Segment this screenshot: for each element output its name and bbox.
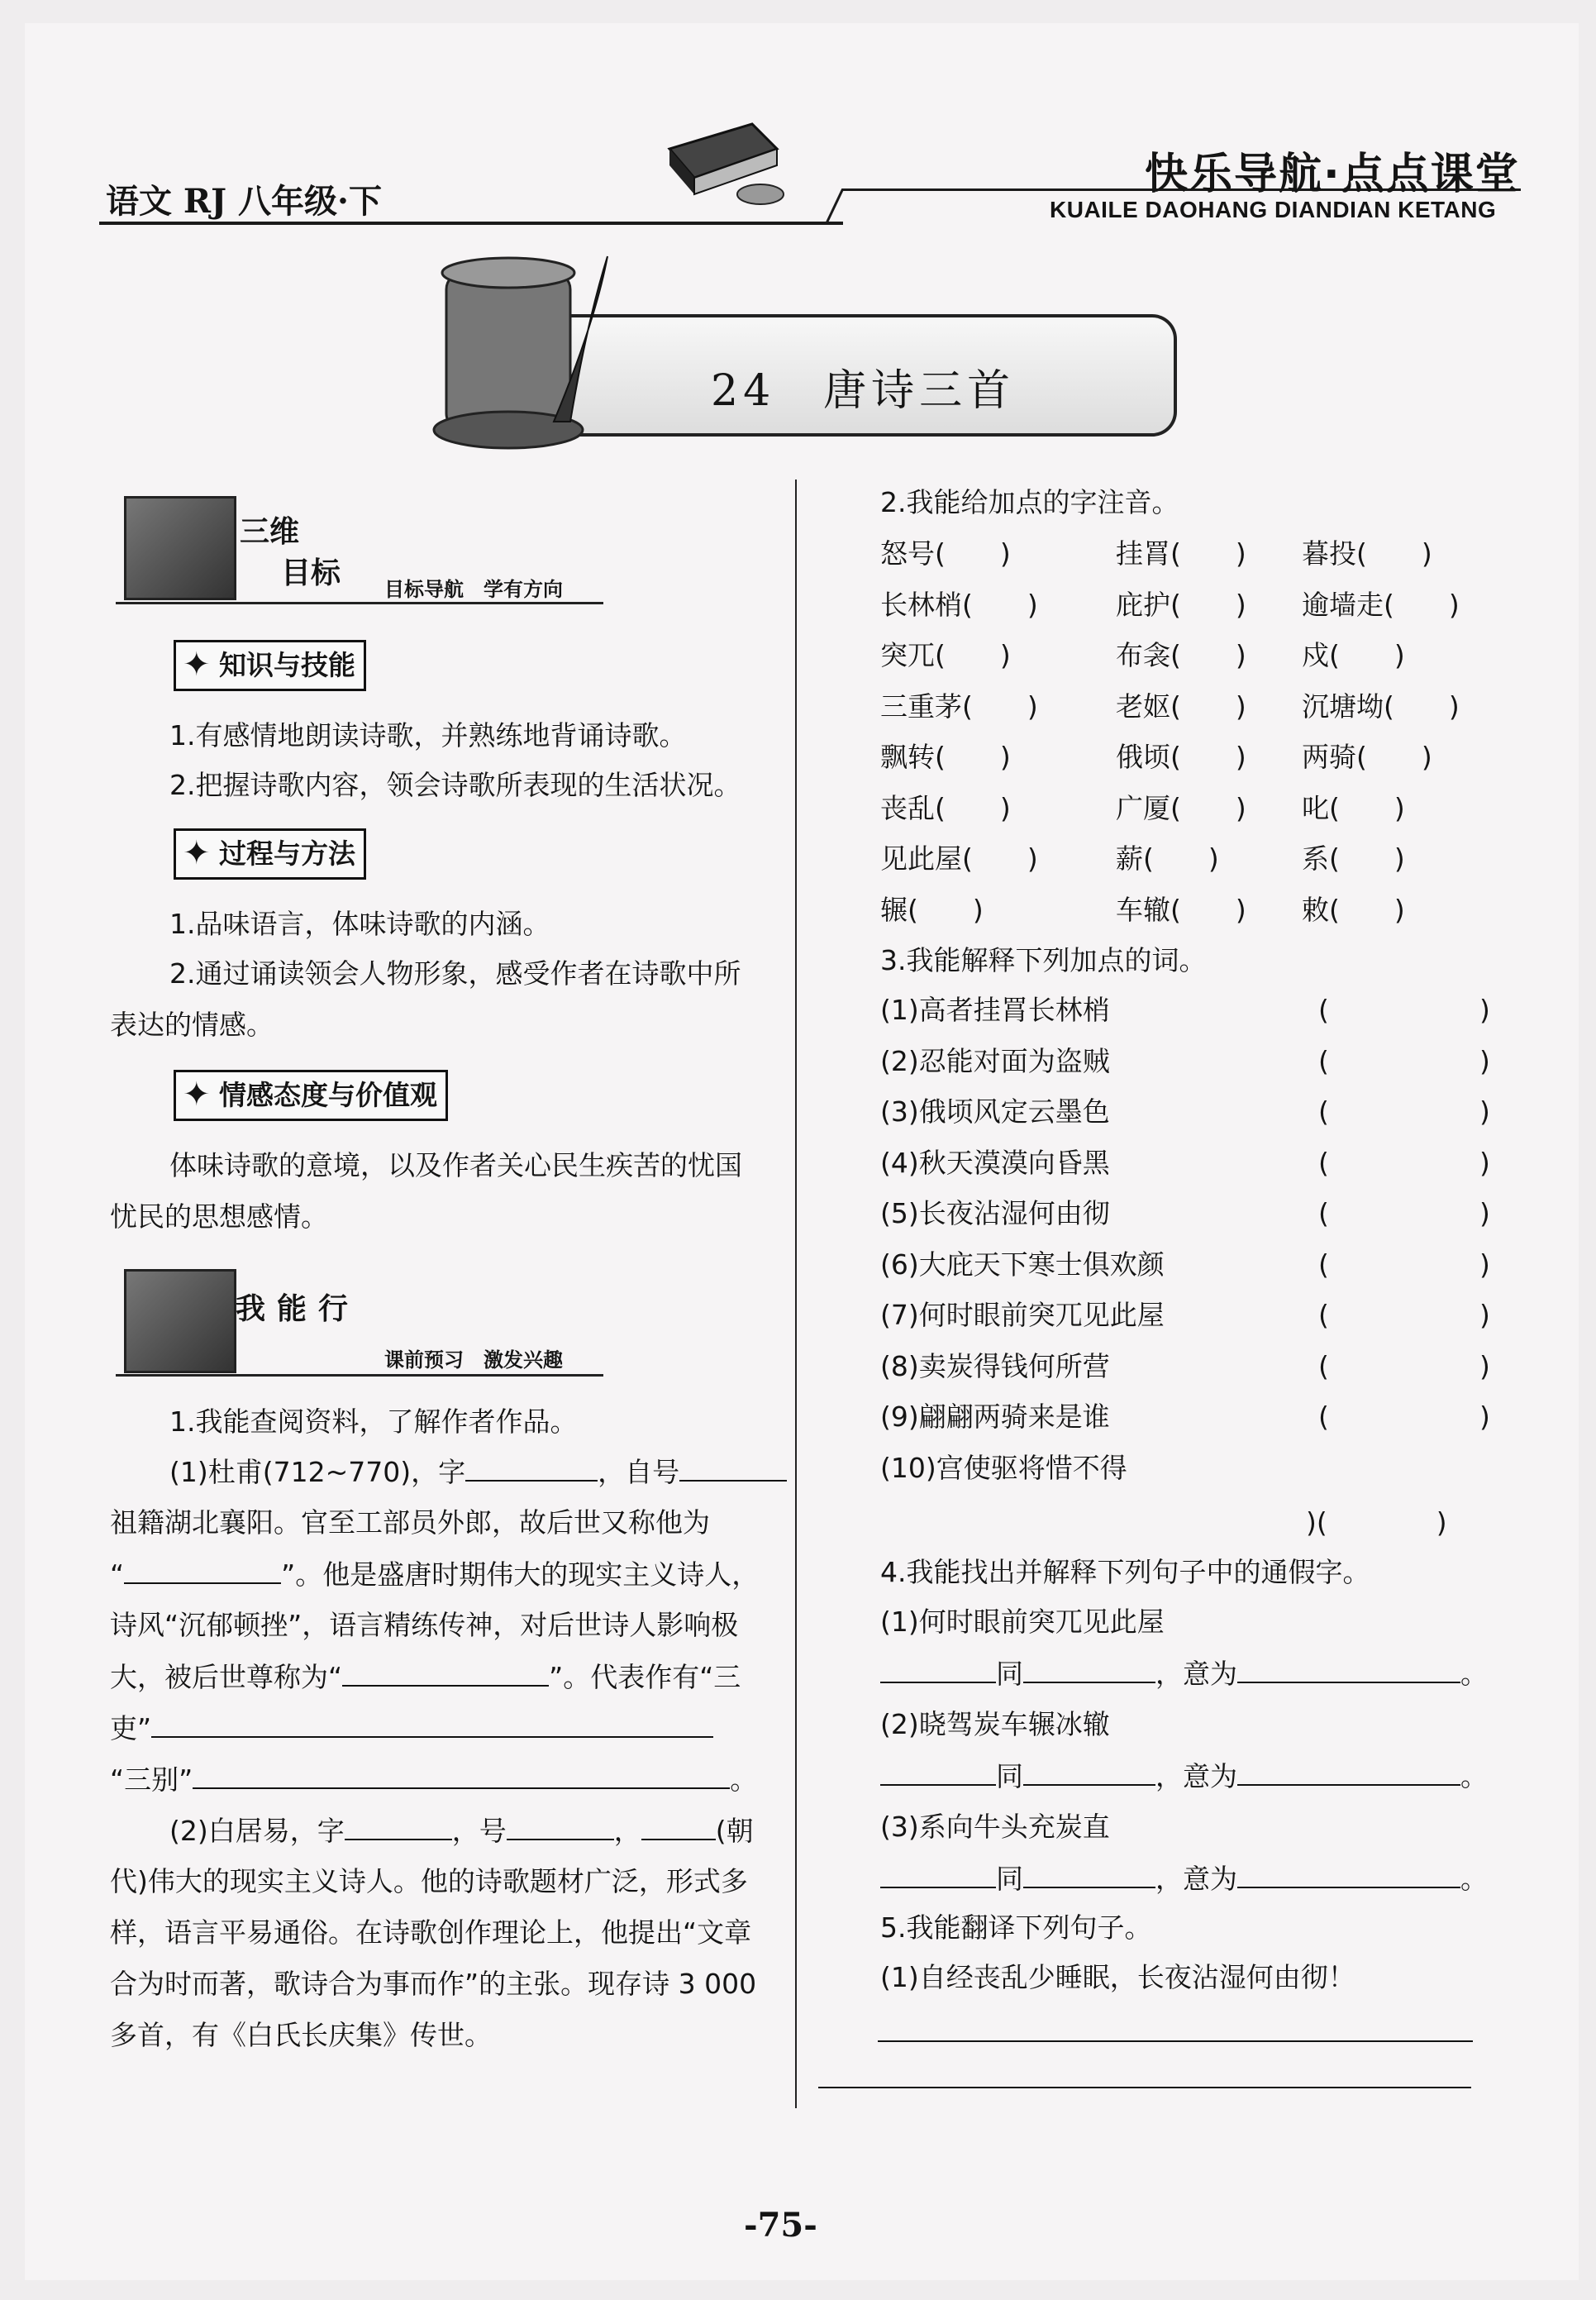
explain-item: (7)何时眼前突兀见此屋 (880, 1299, 1165, 1331)
yiwei-label: ，意为 (1155, 1760, 1237, 1792)
q2-title: 2.我能给加点的字注音。 (880, 486, 1179, 518)
explain-paren-open[interactable]: ( (1318, 1349, 1329, 1382)
section-goals-title-top: 三维 (240, 514, 300, 549)
blank-tongjia-1-same[interactable] (1023, 1657, 1155, 1683)
pinyin-item[interactable]: 挂罥( ) (1116, 537, 1246, 570)
tongjia-1-answer (880, 1657, 1488, 1691)
page-number: -75- (744, 2206, 817, 2245)
bai-line-5: 多首，有《白氏长庆集》传世。 (110, 2019, 492, 2051)
dufu-line-1 (169, 1455, 787, 1489)
pinyin-item[interactable]: 丧乱( ) (880, 791, 1011, 824)
q3-title: 3.我能解释下列加点的词。 (880, 944, 1207, 976)
explain-paren-close[interactable]: ) (1479, 1299, 1490, 1331)
explain-item: (5)长夜沾湿何由彻 (880, 1197, 1110, 1229)
translate-1-answer-line-2[interactable] (818, 2087, 1471, 2088)
dufu-line-4: 诗风“沉郁顿挫”，语言精练传神，对后世诗人影响极 (110, 1609, 739, 1641)
pinyin-item[interactable]: 车辙( ) (1116, 893, 1246, 926)
blank-dufu-title[interactable] (124, 1558, 281, 1584)
pinyin-item[interactable]: 薪( ) (1116, 842, 1219, 875)
section-goals-icon (124, 496, 236, 600)
dufu-line-1-a: (1)杜甫(712~770)，字 (169, 1456, 466, 1488)
bai-line-1-d: (朝 (715, 1815, 754, 1847)
pinyin-item[interactable]: 老妪( ) (1116, 690, 1246, 723)
dufu-line-3-a: “ (110, 1558, 125, 1591)
period: 。 (1460, 1863, 1488, 1895)
bai-line-1-a: (2)白居易，字 (169, 1815, 345, 1847)
yiwei-label: ，意为 (1155, 1658, 1237, 1690)
explain-paren-open[interactable]: ( (1318, 1248, 1329, 1281)
blank-dufu-hao[interactable] (679, 1455, 787, 1482)
tongjia-3-sentence: (3)系向牛头充炭直 (880, 1811, 1110, 1843)
dufu-line-7-end: 。 (730, 1763, 758, 1796)
explain-paren-close[interactable]: ) (1479, 1349, 1490, 1382)
dufu-line-3-b: ”。他是盛唐时期伟大的现实主义诗人， (281, 1558, 760, 1591)
explain-paren-close[interactable]: ) (1479, 1401, 1490, 1433)
explain-item: (3)俄顷风定云墨色 (880, 1095, 1110, 1128)
explain-paren-close[interactable]: ) (1479, 1248, 1490, 1281)
explain-paren-close[interactable]: ) (1479, 994, 1490, 1026)
process-item-2-line1: 2.通过诵读领会人物形象，感受作者在诗歌中所 (169, 957, 741, 990)
tong-label: 同 (996, 1863, 1023, 1895)
book-icon (661, 116, 785, 190)
blank-bai-hao[interactable] (507, 1814, 614, 1840)
pinyin-item[interactable]: 辗( ) (880, 893, 984, 926)
header-brand-cn: 快乐导航·点点课堂 (1145, 150, 1520, 199)
tag-process-method: ✦ 过程与方法 (174, 828, 366, 880)
pinyin-item[interactable]: 广厦( ) (1116, 791, 1246, 824)
section-preview-icon (124, 1269, 236, 1373)
pinyin-item[interactable]: 俄顷( ) (1116, 741, 1246, 773)
section-preview-rule (116, 1374, 603, 1377)
bai-line-2: 代)伟大的现实主义诗人。他的诗歌题材广泛，形式多 (110, 1865, 748, 1897)
pinyin-item[interactable]: 沉塘坳( ) (1302, 690, 1460, 723)
tong-label: 同 (996, 1658, 1023, 1690)
explain-paren-close[interactable]: ) (1479, 1146, 1490, 1179)
explain-paren-open[interactable]: ( (1318, 1299, 1329, 1331)
pinyin-item[interactable]: 长林梢( ) (880, 588, 1038, 621)
explain-paren-open[interactable]: ( (1318, 994, 1329, 1026)
pinyin-item[interactable]: 突兀( ) (880, 639, 1011, 671)
header-brand-en: KUAILE DAOHANG DIANDIAN KETANG (1050, 197, 1497, 222)
tongjia-2-sentence: (2)晓驾炭车辗冰辙 (880, 1708, 1110, 1740)
tongjia-2-answer (880, 1759, 1488, 1793)
tong-label: 同 (996, 1760, 1023, 1792)
explain-item: (9)翩翩两骑来是谁 (880, 1401, 1110, 1433)
blank-dufu-honor[interactable] (342, 1660, 549, 1687)
blank-tongjia-1-char[interactable] (880, 1657, 996, 1683)
explain-item: (2)忍能对面为盗贼 (880, 1044, 1110, 1077)
blank-bai-dynasty[interactable] (641, 1814, 716, 1840)
pinyin-item[interactable]: 三重茅( ) (880, 690, 1038, 723)
pinyin-item[interactable]: 见此屋( ) (880, 842, 1038, 875)
bai-line-1 (169, 1814, 754, 1848)
tag-emotion-values: ✦ 情感态度与价值观 (174, 1070, 448, 1121)
blank-san-bie[interactable] (193, 1763, 730, 1789)
pinyin-item[interactable]: 系( ) (1302, 842, 1405, 875)
header-divider-slant (793, 188, 851, 231)
dufu-line-1-b: ，自号 (598, 1456, 680, 1488)
blank-tongjia-3-same[interactable] (1023, 1862, 1155, 1888)
blank-bai-zi[interactable] (345, 1814, 452, 1840)
q4-title: 4.我能找出并解释下列句子中的通假字。 (880, 1556, 1370, 1588)
dufu-line-7-a: “三别” (110, 1763, 193, 1796)
dufu-line-5-b: ”。代表作有“三 (549, 1661, 741, 1693)
explain-paren-open[interactable]: ( (1318, 1146, 1329, 1179)
header-subject: 语文 RJ 八年级·下 (106, 182, 382, 221)
scroll-quill-icon (430, 248, 628, 458)
section-preview-subtitle: 课前预习 激发兴趣 (384, 1348, 563, 1372)
emotion-line-1: 体味诗歌的意境，以及作者关心民生疾苦的忧国 (169, 1149, 742, 1181)
section-goals-rule (116, 602, 603, 604)
blank-tongjia-1-meaning[interactable] (1237, 1657, 1460, 1683)
dufu-line-2: 祖籍湖北襄阳。官至工部员外郎，故后世又称他为 (110, 1506, 710, 1539)
pinyin-item[interactable]: 布衾( ) (1116, 639, 1246, 671)
period: 。 (1460, 1760, 1488, 1792)
explain-10-paren[interactable]: )( ) (1306, 1506, 1447, 1539)
pinyin-item[interactable]: 怒号( ) (880, 537, 1011, 570)
q1-title: 1.我能查阅资料，了解作者作品。 (169, 1405, 578, 1438)
explain-item: (10)宫使驱将惜不得 (880, 1451, 1127, 1484)
dufu-line-6 (110, 1711, 713, 1745)
blank-tongjia-2-meaning[interactable] (1237, 1759, 1460, 1786)
dufu-line-3 (110, 1558, 759, 1591)
process-item-2-line2: 表达的情感。 (110, 1009, 274, 1041)
explain-paren-open[interactable]: ( (1318, 1401, 1329, 1433)
section-preview-title: 我能行 (236, 1291, 360, 1326)
blank-tongjia-3-char[interactable] (880, 1862, 996, 1888)
dufu-line-5 (110, 1660, 741, 1694)
translate-1-sentence: (1)自经丧乱少睡眠，长夜沾湿何由彻！ (880, 1961, 1355, 1993)
bai-line-3: 样，语言平易通俗。在诗歌创作理论上，他提出“文章 (110, 1916, 752, 1949)
dufu-line-5-a: 大，被后世尊称为“ (110, 1661, 343, 1693)
explain-item: (8)卖炭得钱何所营 (880, 1349, 1110, 1382)
pinyin-item[interactable]: 戍( ) (1302, 639, 1405, 671)
process-item-1: 1.品味语言，体味诗歌的内涵。 (169, 908, 550, 940)
dufu-line-7 (110, 1763, 757, 1797)
tongjia-1-sentence: (1)何时眼前突兀见此屋 (880, 1606, 1165, 1638)
blank-tongjia-2-same[interactable] (1023, 1759, 1155, 1786)
explain-paren-open[interactable]: ( (1318, 1044, 1329, 1077)
explain-paren-open[interactable]: ( (1318, 1095, 1329, 1128)
bai-line-1-b: ，号 (451, 1815, 507, 1847)
dufu-line-6-a: 吏” (110, 1712, 152, 1744)
pinyin-item[interactable]: 逾墙走( ) (1302, 588, 1460, 621)
q5-title: 5.我能翻译下列句子。 (880, 1911, 1152, 1944)
header-rule-left (99, 222, 843, 225)
blank-tongjia-3-meaning[interactable] (1237, 1862, 1460, 1888)
pinyin-item[interactable]: 暮投( ) (1302, 537, 1432, 570)
column-divider (795, 480, 797, 2108)
bai-line-1-c: ， (613, 1815, 641, 1847)
blank-san-li[interactable] (151, 1711, 713, 1738)
explain-item: (1)高者挂罥长林梢 (880, 994, 1110, 1026)
explain-paren-close[interactable]: ) (1479, 1044, 1490, 1077)
pinyin-item[interactable]: 叱( ) (1302, 791, 1405, 824)
explain-item: (6)大庇天下寒士俱欢颜 (880, 1248, 1165, 1281)
pinyin-item[interactable]: 敕( ) (1302, 893, 1405, 926)
blank-dufu-zi[interactable] (465, 1455, 598, 1482)
section-goals-subtitle: 目标导航 学有方向 (384, 578, 563, 601)
yiwei-label: ，意为 (1155, 1863, 1237, 1895)
explain-paren-open[interactable]: ( (1318, 1197, 1329, 1229)
emotion-line-2: 忧民的思想感情。 (110, 1200, 328, 1233)
explain-item: (4)秋天漠漠向昏黑 (880, 1146, 1110, 1179)
period: 。 (1460, 1658, 1488, 1690)
bai-line-4: 合为时而著，歌诗合为事而作”的主张。现存诗 3 000 (110, 1968, 757, 2000)
pinyin-item[interactable]: 两骑( ) (1302, 741, 1432, 773)
knowledge-item-2: 2.把握诗歌内容，领会诗歌所表现的生活状况。 (169, 769, 741, 801)
pinyin-item[interactable]: 庇护( ) (1116, 588, 1246, 621)
lesson-title: 24 唐诗三首 (711, 366, 1016, 416)
knowledge-item-1: 1.有感情地朗读诗歌，并熟练地背诵诗歌。 (169, 719, 687, 752)
tag-knowledge-skills: ✦ 知识与技能 (174, 640, 366, 691)
translate-1-answer-line-1[interactable] (878, 2040, 1473, 2042)
pinyin-item[interactable]: 飘转( ) (880, 741, 1011, 773)
explain-paren-close[interactable]: ) (1479, 1197, 1490, 1229)
section-goals-title-bottom: 目标 (281, 556, 341, 590)
explain-paren-close[interactable]: ) (1479, 1095, 1490, 1128)
tongjia-3-answer (880, 1862, 1488, 1896)
blank-tongjia-2-char[interactable] (880, 1759, 996, 1786)
